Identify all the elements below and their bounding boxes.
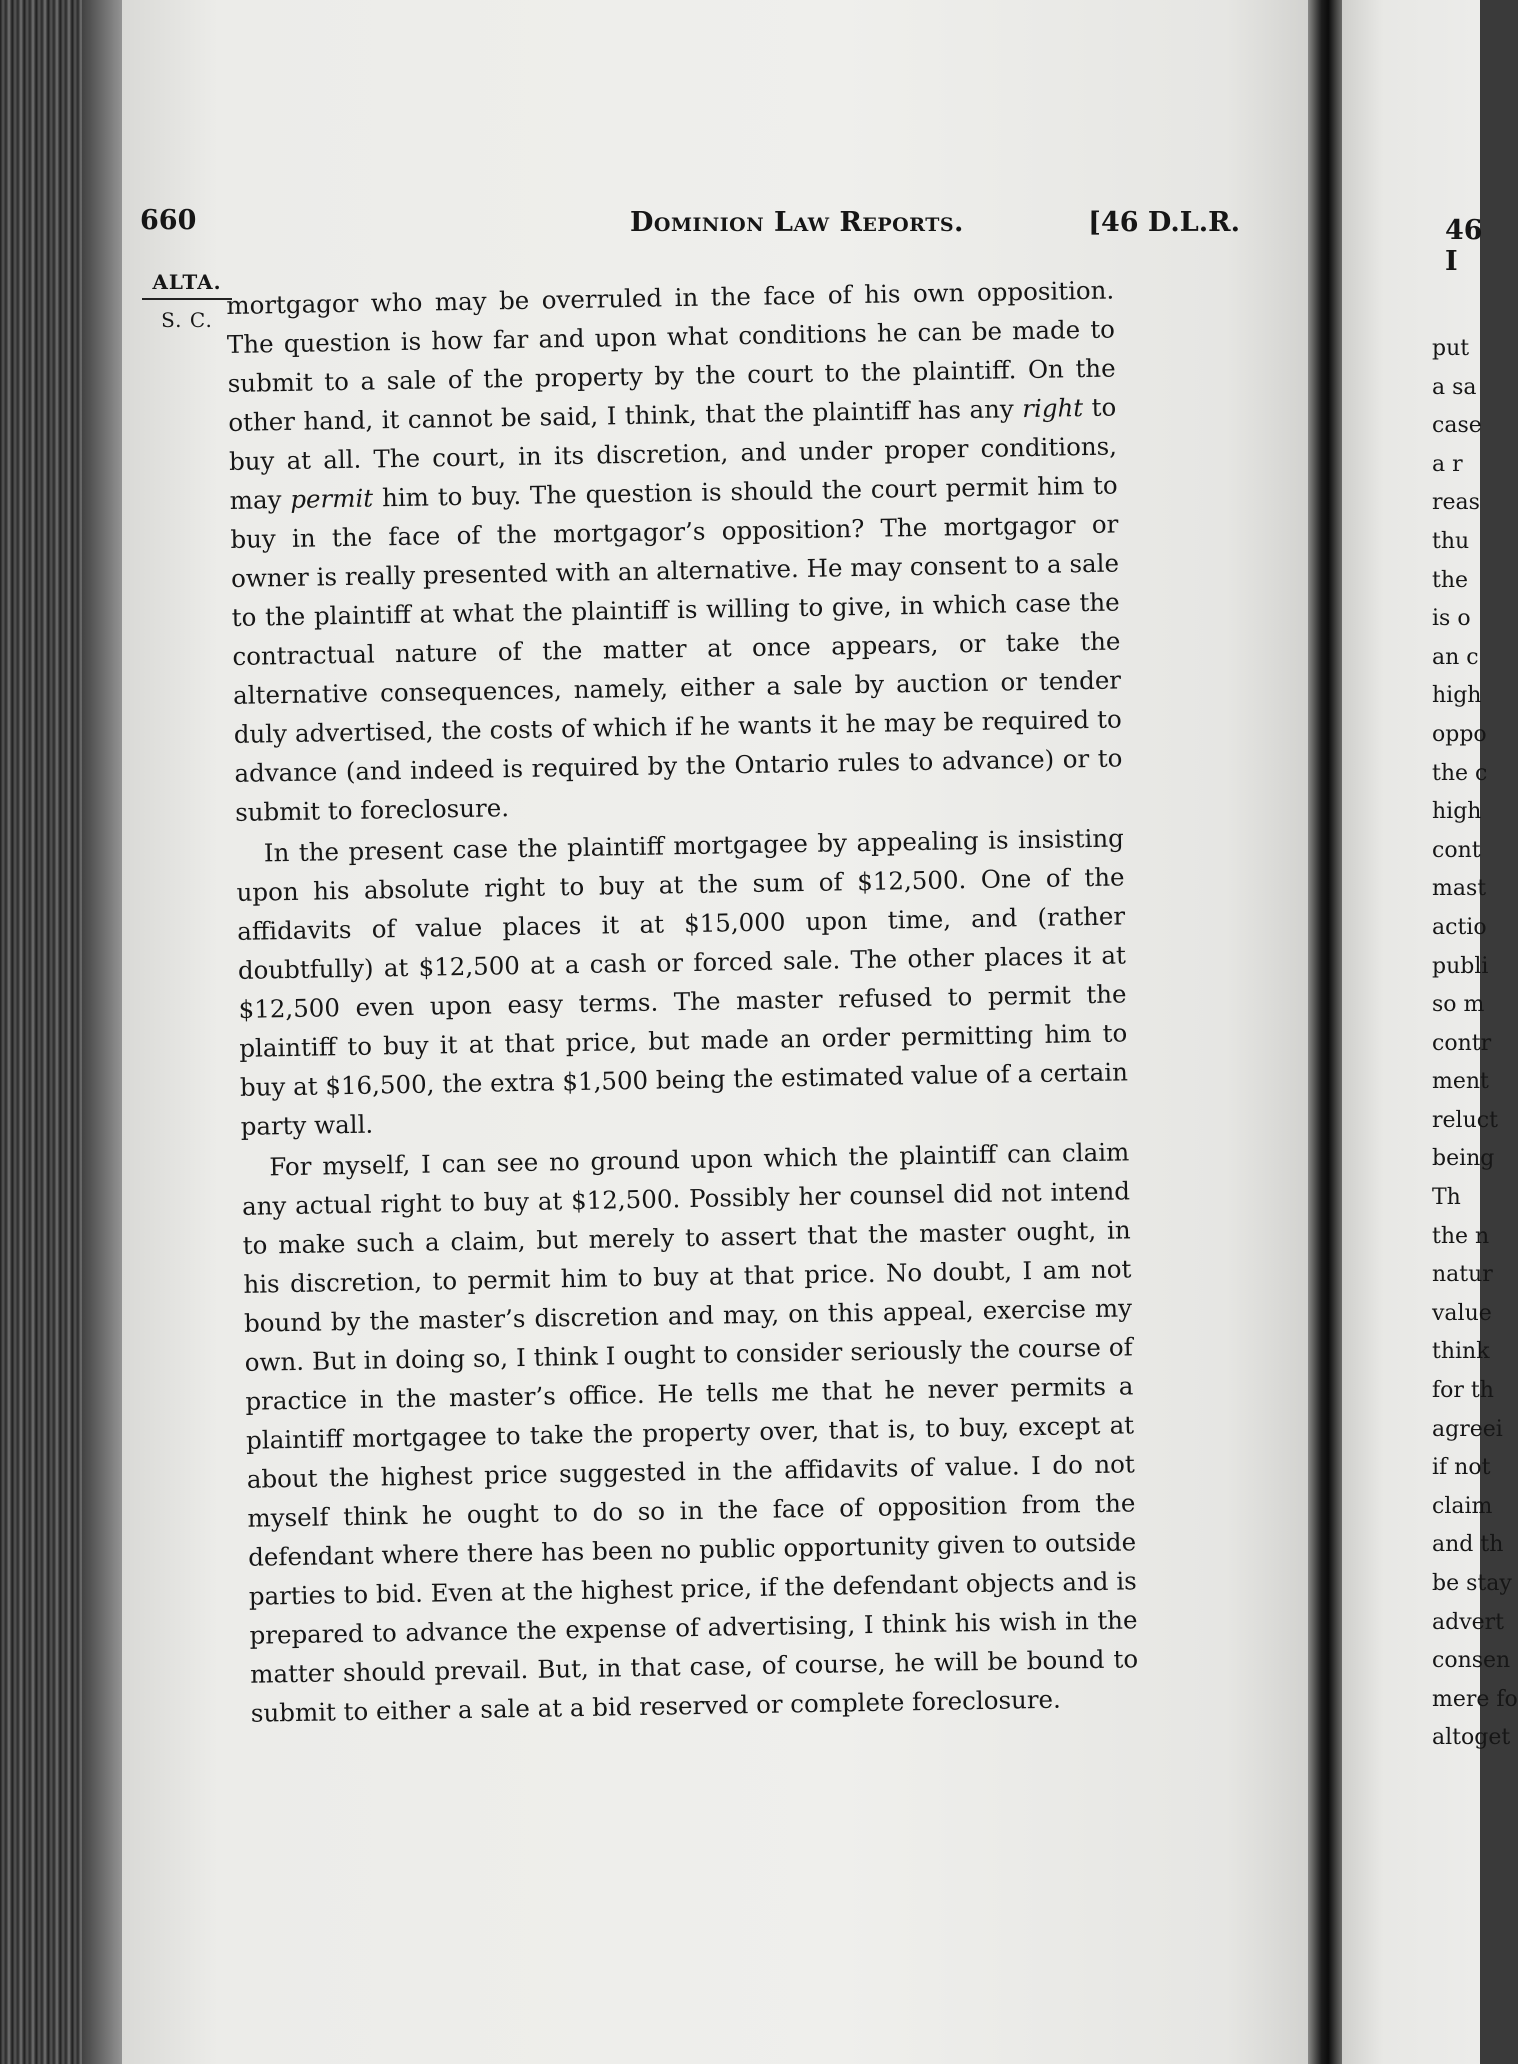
italic-text: permit (290, 483, 374, 514)
facing-line: being (1432, 1146, 1495, 1172)
facing-line: think (1432, 1339, 1490, 1365)
text-run: mortgagor who may be overruled in the face of his own opposition. The question is how far and upon what conditions he can be made to submit to a sale of the property by the court to the plaintiff. On the other hand, it cannot be said, I think, that the plaintiff has any (226, 275, 1116, 437)
facing-line: put (1432, 336, 1470, 361)
facing-line: a sa (1432, 374, 1477, 400)
facing-line: claim (1432, 1493, 1493, 1519)
page-number: 660 (140, 205, 197, 236)
facing-line: ment (1432, 1069, 1489, 1095)
facing-line: and th (1432, 1532, 1504, 1558)
page-header (140, 205, 1260, 249)
facing-line: Th (1432, 1185, 1461, 1211)
facing-line: agreei (1432, 1416, 1503, 1442)
facing-line: value (1432, 1300, 1492, 1326)
facing-page-header: 46 I (1445, 215, 1483, 277)
italic-text: right (1021, 393, 1084, 424)
facing-line: the (1432, 567, 1469, 593)
court-label: S. C. (161, 308, 213, 332)
facing-line: mere fo (1432, 1686, 1518, 1712)
facing-line: a r (1432, 451, 1463, 477)
text-run: For myself, I can see no ground upon which the plaintiff can claim any actual right to buy at $12,500. Possibly her counsel did not intend to make such a claim, but merely to assert that the master ought, in his discretion, to permit him to buy at that price. No doubt, I am not bound by the master’s discretion and may, on this appeal, exercise my own. But in doing so, I think I ought to consider seriously the course of practice in the master’s office. He tells me that he never permits a plaintiff mortgagee to take the property over, that is, to buy, except at about the highest price suggested in the affidavits of value. I do not myself think he ought to do so in the face of opposition from the defendant where there has been no public opportunity given to outside parties to bid. Even at the highest price, if the defendant objects and is prepared to advance the expense of advertising, I think his wish in the matter should prevail. But, in that case, of course, he will be bound to submit to either a sale at a bid reserved or complete foreclosure. (241, 1137, 1139, 1728)
facing-line: actio (1432, 914, 1487, 940)
book-gutter (1308, 0, 1342, 2064)
facing-line: thu (1432, 528, 1470, 554)
facing-line: advert (1432, 1609, 1505, 1635)
body-text (226, 271, 1139, 1733)
facing-line: reas (1432, 490, 1480, 516)
facing-line: so m (1432, 992, 1485, 1018)
facing-line: oppo (1432, 721, 1487, 747)
text-run: to buy at all. The court, in its discretion, and under proper conditions, may (228, 392, 1118, 515)
facing-line: case (1432, 413, 1482, 439)
paragraph (236, 818, 1129, 1145)
margin-note (142, 270, 232, 332)
volume-reference: [46 D.L.R. (1088, 207, 1240, 238)
facing-line: natur (1432, 1262, 1493, 1288)
facing-line: if not (1432, 1455, 1491, 1481)
facing-line: consen (1432, 1648, 1511, 1674)
text-run: In the present case the plaintiff mortgagee by appealing is insisting upon his absolute right to buy at the sum of $12,500. One of the affidavits of value places it at $15,000 upon time, and (rather doubtfully) at $12,500 at a cash or forced sale. The other places it at $12,500 even upon easy terms. The master refused to permit the plaintiff to buy it at that price, but made an order permitting him to buy at $16,500, the extra $1,500 being the estimated value of a certain party wall. (236, 823, 1129, 1141)
facing-line: altoget (1432, 1725, 1511, 1751)
facing-line: be stay (1432, 1571, 1512, 1596)
facing-line: publi (1432, 953, 1489, 979)
facing-line: cont (1432, 837, 1481, 863)
jurisdiction-label: ALTA. (142, 270, 232, 300)
facing-line: high (1432, 683, 1482, 709)
paragraph (241, 1132, 1139, 1732)
book-page-edges-left (0, 0, 122, 2064)
facing-line: high (1432, 799, 1482, 825)
text-run: him to buy. The question is should the court permit him to buy in the face of the mortgagor’s opposition? The mortgagor or owner is really presented with an alternative. He may consent to a sale to the plaintiff at what the plaintiff is willing to give, in which case the contractual nature of the matter at once appears, or take the alternative consequences, namely, either a sale by auction or tender duly advertised, the costs of which if he wants it he may be required to advance (and indeed is required by the Ontario rules to advance) or to submit to foreclosure. (230, 470, 1123, 827)
running-title: Dominion Law Reports. (630, 207, 964, 238)
facing-line: the n (1432, 1223, 1490, 1249)
facing-line: for th (1432, 1378, 1494, 1404)
facing-line: the c (1432, 760, 1488, 786)
facing-line: an c (1432, 644, 1479, 670)
facing-line: contr (1432, 1030, 1492, 1056)
facing-line: reluct (1432, 1107, 1498, 1133)
facing-line: is o (1432, 606, 1471, 632)
facing-page-text (1432, 330, 1518, 1758)
paragraph (226, 271, 1123, 832)
facing-line: mast (1432, 876, 1487, 902)
